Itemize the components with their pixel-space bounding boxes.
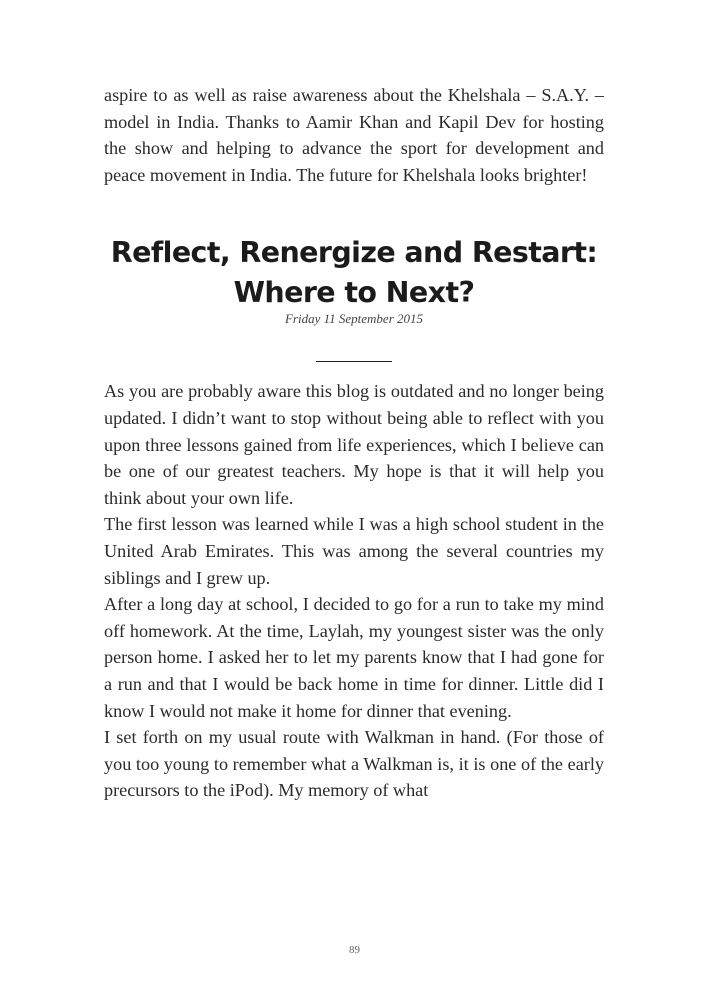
page-number: 89 bbox=[349, 944, 360, 956]
article-title-line-1: Reflect, Renergize and Restart: bbox=[110, 236, 598, 270]
article-paragraph: After a long day at school, I decided to go for a run to take my mind off homework. At the time, Laylah, my youngest sister was the only person home. I asked her to let my parents know that I had gone for a run and that I would be back home in time for dinner. Little did I know I would not make it home for dinner that evening. bbox=[104, 594, 604, 721]
article-paragraph: The first lesson was learned while I was a high school student in the United Arab Emirates. This was among the several countries my siblings and I grew up. bbox=[104, 514, 604, 588]
section-divider bbox=[316, 361, 392, 362]
article-paragraph: As you are probably aware this blog is outdated and no longer being updated. I didn’t want to stop without being able to reflect with you upon three lessons gained from life experiences, which I believe can be one of our greatest teachers. My hope is that it will help you think about your own life. bbox=[104, 381, 604, 508]
intro-paragraph: aspire to as well as raise awareness about the Khelshala – S.A.Y. – model in India. Thanks to Aamir Khan and Kapil Dev for hosting the show and helping to advance the sport for development and peace movement in India. The future for Khelshala looks brighter! bbox=[104, 85, 604, 185]
article-date: Friday 11 September 2015 bbox=[284, 311, 424, 327]
article-title bbox=[104, 233, 604, 313]
page-content bbox=[104, 82, 604, 804]
article-paragraph: I set forth on my usual route with Walkman in hand. (For those of you too young to remember what a Walkman is, it is one of the early precursors to the iPod). My memory of what bbox=[104, 727, 604, 801]
article-title-line-2: Where to Next? bbox=[233, 276, 475, 310]
